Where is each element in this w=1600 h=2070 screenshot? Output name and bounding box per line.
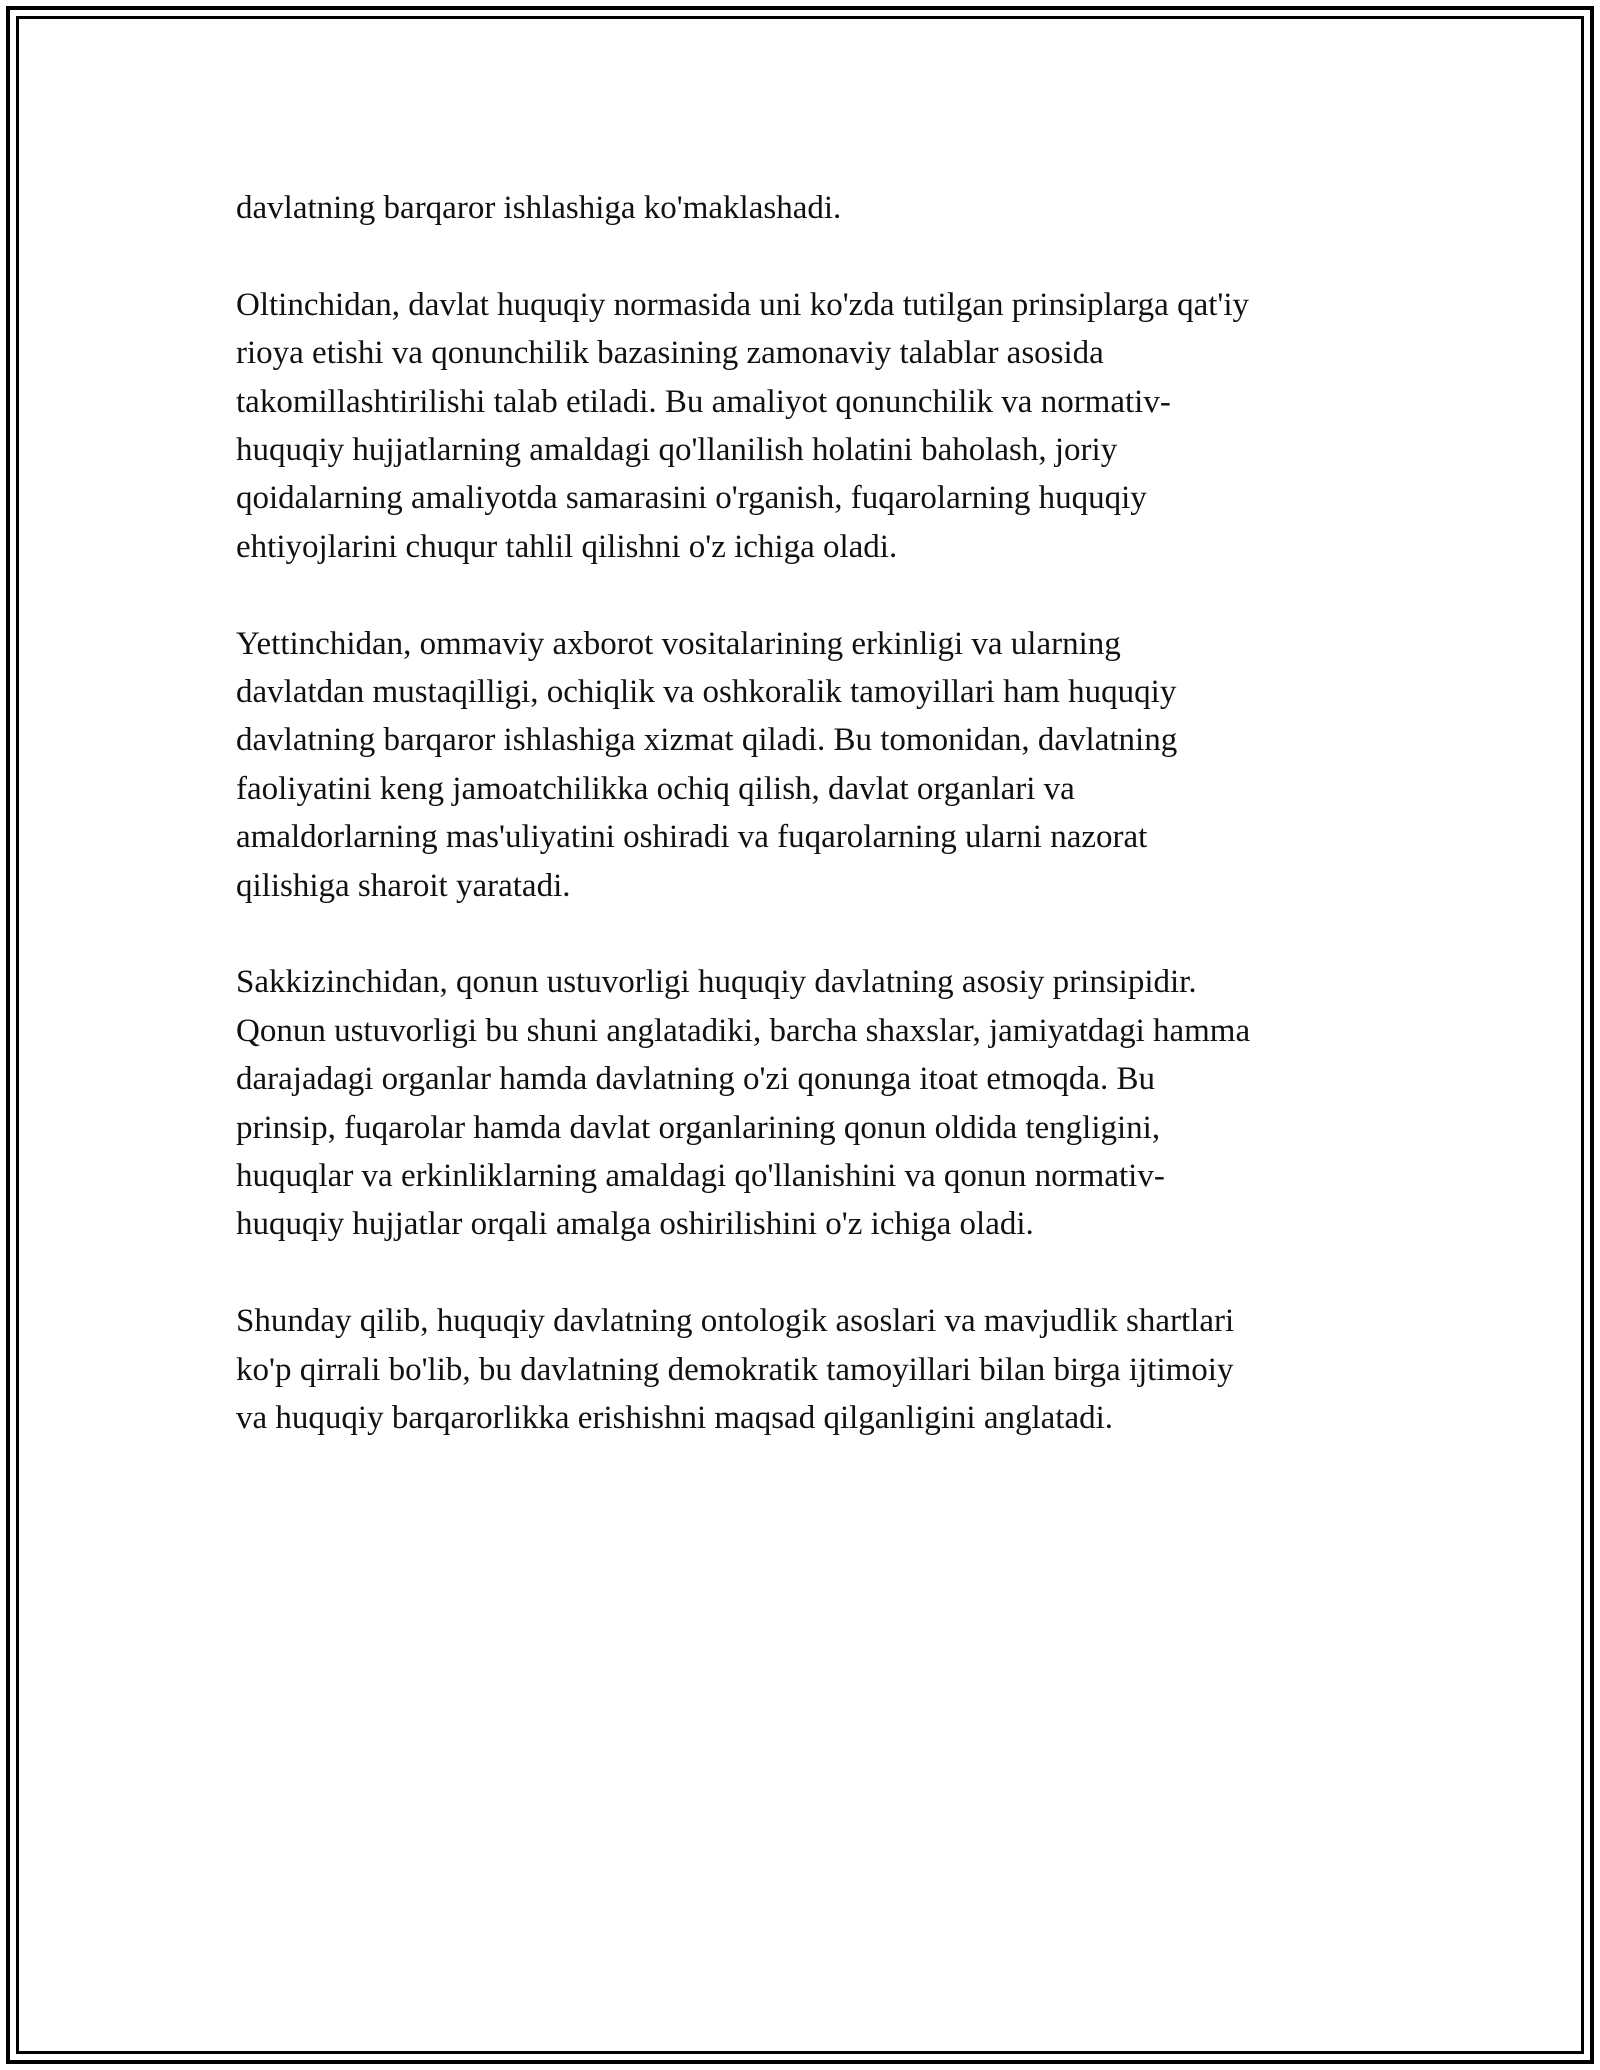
paragraph-seventh-point: Yettinchidan, ommaviy axborot vositalarining erkinligi va ularning davlatdan mustaqilligi, ochiqlik va oshkoralik tamoyillari ham huquqiy davlatning barqaror ishlashiga xizmat qiladi. Bu tomonidan, davlatning faoliyatini keng jamoatchilikka ochiq qilish, davlat organlari va amaldorlarning mas'uliyatini oshiradi va fuqarolarning ularni nazorat qilishiga sharoit yaratadi. xyxy=(236,625,1178,904)
paragraph-continuation: davlatning barqaror ishlashiga ko'maklashadi. xyxy=(236,190,842,226)
paragraph-eighth-point: Sakkizinchidan, qonun ustuvorligi huquqiy davlatning asosiy prinsipidir. Qonun ustuvorligi bu shuni anglatadiki, barcha shaxslar, jamiyatdagi hamma darajadagi organlar hamda davlatning o'zi qonunga itoat etmoqda. Bu prinsip, fuqarolar hamda davlat organlarining qonun oldida tengligini, huquqlar va erkinliklarning amaldagi qo'llanishini va qonun normativ- huquqiy hujjatlar orqali amalga oshirilishini o'z ichiga oladi. xyxy=(236,964,1251,1243)
document-body xyxy=(236,184,1416,1491)
paragraph-sixth-point: Oltinchidan, davlat huquqiy normasida uni ko'zda tutilgan prinsiplarga qat'iy rioya etishi va qonunchilik bazasining zamonaviy talablar asosida takomillashtirilishi talab etiladi. Bu amaliyot qonunchilik va normativ- huquqiy hujjatlarning amaldagi qo'llanilish holatini baholash, joriy qoidalarning amaliyotda samarasini o'rganish, fuqarolarning huquqiy ehtiyojlarini chuqur tahlil qilishni o'z ichiga oladi. xyxy=(236,286,1249,565)
paragraph-conclusion: Shunday qilib, huquqiy davlatning ontologik asoslari va mavjudlik shartlari ko'p qirrali bo'lib, bu davlatning demokratik tamoyillari bilan birga ijtimoiy va huquqiy barqarorlikka erishishni maqsad qilganligini anglatadi. xyxy=(236,1303,1235,1437)
